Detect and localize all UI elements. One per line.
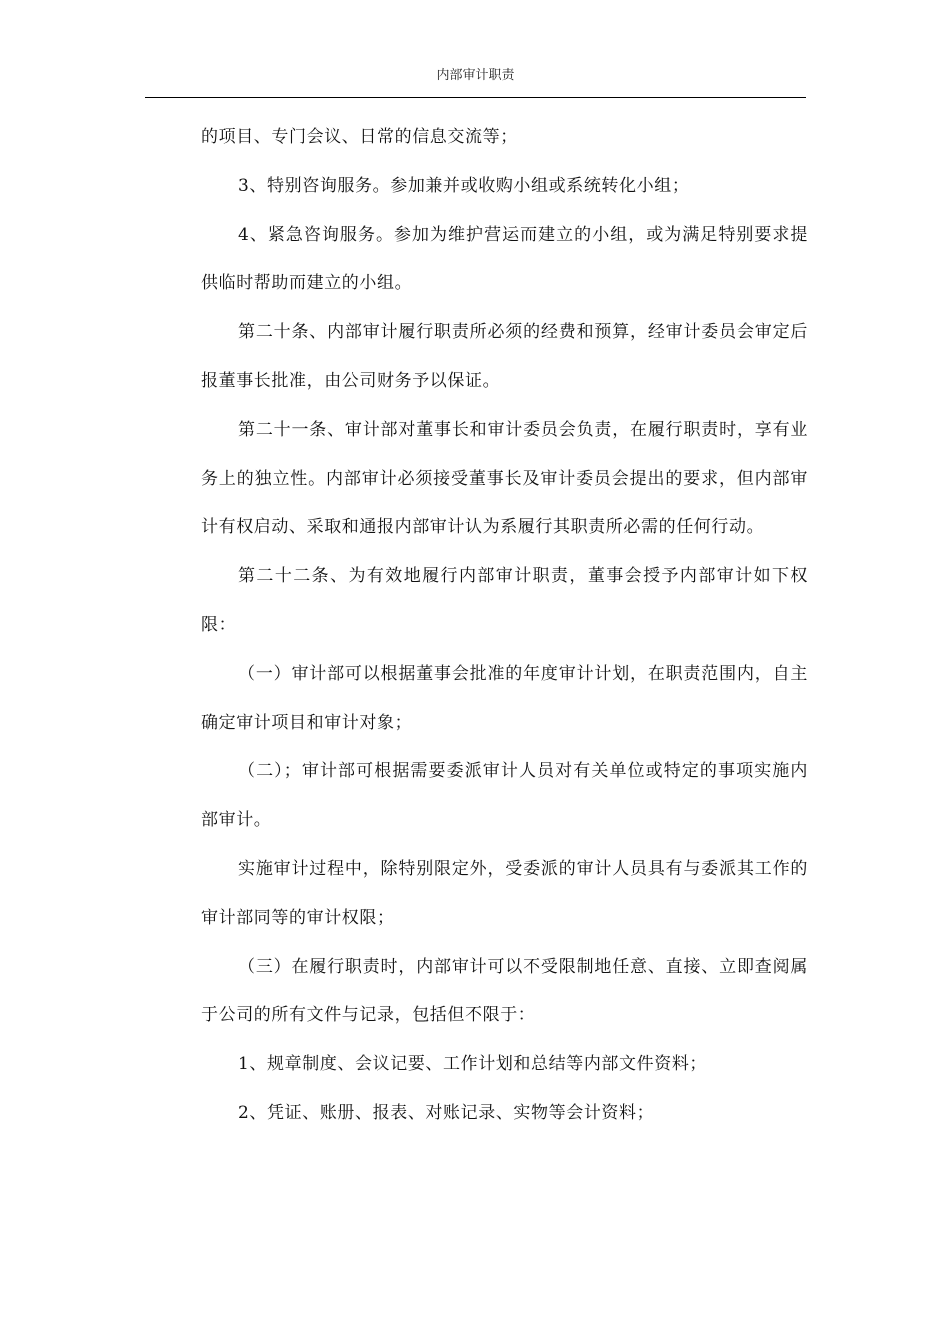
document-body	[201, 113, 808, 1138]
paragraph: 2、凭证、账册、报表、对账记录、实物等会计资料；	[238, 1102, 655, 1123]
running-header: 内部审计职责	[436, 68, 515, 83]
paragraph: 4、紧急咨询服务。参加为维护营运而建立的小组，或为满足特别要求提供临时帮助而建立的小组。	[201, 224, 808, 294]
paragraph: 第二十一条、审计部对董事长和审计委员会负责，在履行职责时，享有业务上的独立性。内部审计必须接受董事长及审计委员会提出的要求，但内部审计有权启动、采取和通报内部审计认为系履行其职责所必需的任何行动。	[201, 419, 808, 538]
paragraph: 实施审计过程中，除特别限定外，受委派的审计人员具有与委派其工作的审计部同等的审计权限；	[201, 858, 808, 928]
paragraph: （一）审计部可以根据董事会批准的年度审计计划，在职责范围内，自主确定审计项目和审计对象；	[201, 663, 808, 733]
header-divider	[145, 97, 806, 98]
paragraph: （三）在履行职责时，内部审计可以不受限制地任意、直接、立即查阅属于公司的所有文件与记录，包括但不限于：	[201, 956, 808, 1026]
paragraph: 1、规章制度、会议记要、工作计划和总结等内部文件资料；	[238, 1054, 708, 1075]
paragraph: 的项目、专门会议、日常的信息交流等；	[201, 127, 518, 147]
paragraph: 第二十条、内部审计履行职责所必须的经费和预算，经审计委员会审定后报董事长批准，由公司财务予以保证。	[201, 322, 808, 391]
paragraph: 第二十二条、为有效地履行内部审计职责，董事会授予内部审计如下权限：	[201, 566, 808, 635]
paragraph: 3、特别咨询服务。参加兼并或收购小组或系统转化小组；	[238, 175, 690, 196]
paragraph: （二）；审计部可根据需要委派审计人员对有关单位或特定的事项实施内部审计。	[201, 761, 808, 831]
